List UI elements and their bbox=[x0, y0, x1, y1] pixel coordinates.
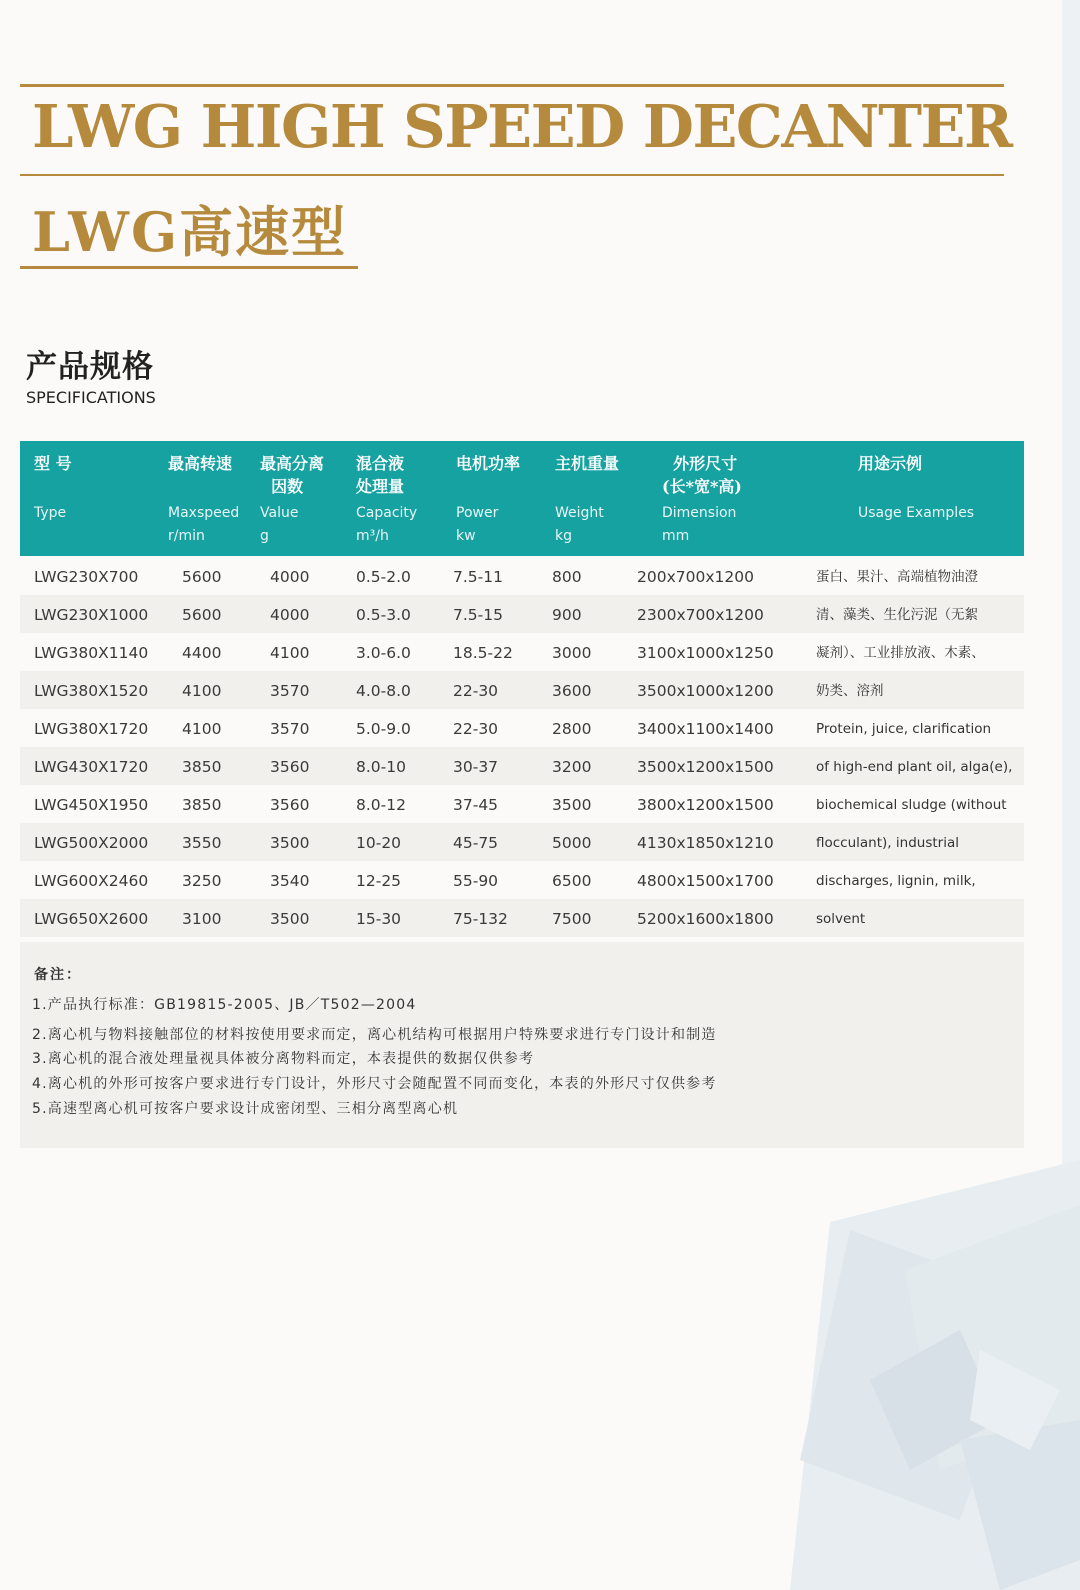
cell-dimension: 4130x1850x1210 bbox=[637, 834, 774, 852]
cell-type: LWG430X1720 bbox=[34, 758, 149, 776]
title-chinese: LWG高速型 bbox=[32, 200, 348, 264]
cell-usage: 奶类、溶剂 bbox=[816, 683, 884, 699]
cell-capacity: 10-20 bbox=[356, 834, 402, 852]
spec-table bbox=[20, 441, 1024, 937]
section-title-english: SPECIFICATIONS bbox=[26, 388, 156, 407]
cell-weight: 3500 bbox=[552, 796, 592, 814]
cell-capacity: 3.0-6.0 bbox=[356, 644, 411, 662]
cell-usage: Protein, juice, clarification bbox=[816, 721, 992, 737]
cell-usage: flocculant), industrial bbox=[816, 835, 959, 851]
header-weight: 主机重量 Weight kg bbox=[555, 454, 620, 544]
table-row bbox=[20, 785, 1024, 823]
cell-power: 55-90 bbox=[453, 872, 499, 890]
cell-usage: discharges, lignin, milk, bbox=[816, 873, 976, 889]
cell-capacity: 0.5-2.0 bbox=[356, 568, 411, 586]
cell-value: 4000 bbox=[270, 568, 310, 586]
cell-maxspeed: 3850 bbox=[182, 796, 222, 814]
cell-weight: 800 bbox=[552, 568, 582, 586]
cell-usage: of high-end plant oil, alga(e), bbox=[816, 759, 1013, 775]
cell-dimension: 3500x1200x1500 bbox=[637, 758, 774, 776]
cell-weight: 3200 bbox=[552, 758, 592, 776]
cell-usage: solvent bbox=[816, 911, 866, 927]
cell-maxspeed: 5600 bbox=[182, 568, 222, 586]
title-english: LWG HIGH SPEED DECANTER bbox=[32, 92, 1012, 161]
cell-maxspeed: 3250 bbox=[182, 872, 222, 890]
cell-maxspeed: 3850 bbox=[182, 758, 222, 776]
table-row bbox=[20, 633, 1024, 671]
table-row bbox=[20, 747, 1024, 785]
cell-value: 4100 bbox=[270, 644, 310, 662]
cell-value: 3560 bbox=[270, 758, 310, 776]
cell-maxspeed: 4100 bbox=[182, 682, 222, 700]
cell-type: LWG600X2460 bbox=[34, 872, 149, 890]
cell-power: 45-75 bbox=[453, 834, 499, 852]
cell-usage: 蛋白、果汁、高端植物油澄 bbox=[816, 569, 978, 585]
cell-capacity: 8.0-10 bbox=[356, 758, 406, 776]
table-row bbox=[20, 861, 1024, 899]
header-capacity: 混合液 处理量 Capacity m³/h bbox=[356, 454, 418, 544]
cell-type: LWG450X1950 bbox=[34, 796, 149, 814]
cell-value: 3500 bbox=[270, 910, 310, 928]
cell-capacity: 12-25 bbox=[356, 872, 402, 890]
cell-dimension: 3400x1100x1400 bbox=[637, 720, 774, 738]
cell-weight: 7500 bbox=[552, 910, 592, 928]
cell-dimension: 3500x1000x1200 bbox=[637, 682, 774, 700]
cell-capacity: 15-30 bbox=[356, 910, 402, 928]
header-usage: 用途示例 Usage Examples bbox=[858, 454, 975, 521]
cell-weight: 900 bbox=[552, 606, 582, 624]
note-item-1: 1.产品执行标准：GB19815-2005、JB／T502—2004 bbox=[32, 997, 417, 1013]
cell-dimension: 5200x1600x1800 bbox=[637, 910, 774, 928]
header-dimension: 外形尺寸 (长*宽*高) Dimension mm bbox=[662, 454, 742, 544]
notes-title: 备注： bbox=[34, 967, 82, 983]
cell-power: 75-132 bbox=[453, 910, 508, 928]
table-row bbox=[20, 595, 1024, 633]
cell-weight: 3600 bbox=[552, 682, 592, 700]
cell-power: 22-30 bbox=[453, 720, 499, 738]
cell-dimension: 200x700x1200 bbox=[637, 568, 754, 586]
note-item-5: 5.高速型离心机可按客户要求设计成密闭型、三相分离型离心机 bbox=[32, 1101, 459, 1117]
cell-maxspeed: 3100 bbox=[182, 910, 222, 928]
table-row bbox=[20, 899, 1024, 937]
table-row bbox=[20, 671, 1024, 709]
cell-type: LWG380X1520 bbox=[34, 682, 149, 700]
cell-value: 3540 bbox=[270, 872, 310, 890]
cell-usage: 清、藻类、生化污泥（无絮 bbox=[816, 607, 978, 623]
cell-maxspeed: 4100 bbox=[182, 720, 222, 738]
cell-value: 3570 bbox=[270, 720, 310, 738]
cell-maxspeed: 5600 bbox=[182, 606, 222, 624]
header-maxspeed: 最高转速 Maxspeed r/min bbox=[168, 454, 240, 544]
cell-type: LWG380X1720 bbox=[34, 720, 149, 738]
cell-maxspeed: 4400 bbox=[182, 644, 222, 662]
cell-usage: biochemical sludge (without bbox=[816, 797, 1007, 813]
notes-panel bbox=[20, 942, 1024, 1148]
note-item-2: 2.离心机与物料接触部位的材料按使用要求而定，离心机结构可根据用户特殊要求进行专门设计和制造 bbox=[32, 1027, 717, 1043]
cell-type: LWG230X700 bbox=[34, 568, 139, 586]
cell-power: 22-30 bbox=[453, 682, 499, 700]
cell-maxspeed: 3550 bbox=[182, 834, 222, 852]
cell-type: LWG500X2000 bbox=[34, 834, 149, 852]
table-row bbox=[20, 557, 1024, 595]
cell-value: 4000 bbox=[270, 606, 310, 624]
section-title-chinese: 产品规格 bbox=[26, 349, 154, 385]
note-item-3: 3.离心机的混合液处理量视具体被分离物料而定，本表提供的数据仅供参考 bbox=[32, 1051, 535, 1067]
cell-capacity: 8.0-12 bbox=[356, 796, 406, 814]
table-row bbox=[20, 823, 1024, 861]
cell-type: LWG230X1000 bbox=[34, 606, 149, 624]
cell-capacity: 0.5-3.0 bbox=[356, 606, 411, 624]
header-mid-rule bbox=[20, 174, 1004, 176]
cell-dimension: 3800x1200x1500 bbox=[637, 796, 774, 814]
cell-weight: 5000 bbox=[552, 834, 592, 852]
header-bottom-rule bbox=[20, 266, 358, 269]
header-value: 最高分离 因数 Value g bbox=[260, 454, 325, 544]
header-top-rule bbox=[20, 84, 1004, 87]
cell-capacity: 4.0-8.0 bbox=[356, 682, 411, 700]
cell-capacity: 5.0-9.0 bbox=[356, 720, 411, 738]
cell-power: 7.5-15 bbox=[453, 606, 503, 624]
header-power: 电机功率 Power kw bbox=[456, 454, 521, 544]
cell-dimension: 2300x700x1200 bbox=[637, 606, 764, 624]
cell-value: 3500 bbox=[270, 834, 310, 852]
table-body bbox=[20, 556, 1024, 937]
cell-power: 7.5-11 bbox=[453, 568, 503, 586]
cell-type: LWG380X1140 bbox=[34, 644, 149, 662]
cell-weight: 2800 bbox=[552, 720, 592, 738]
cell-value: 3570 bbox=[270, 682, 310, 700]
cell-value: 3560 bbox=[270, 796, 310, 814]
cell-weight: 3000 bbox=[552, 644, 592, 662]
table-header bbox=[20, 441, 1024, 556]
cell-power: 30-37 bbox=[453, 758, 499, 776]
cell-dimension: 4800x1500x1700 bbox=[637, 872, 774, 890]
header-type: 型 号 Type bbox=[34, 454, 72, 521]
table-row bbox=[20, 709, 1024, 747]
cell-usage: 凝剂）、工业排放液、木素、 bbox=[816, 645, 985, 661]
cell-power: 18.5-22 bbox=[453, 644, 513, 662]
cell-power: 37-45 bbox=[453, 796, 499, 814]
cell-type: LWG650X2600 bbox=[34, 910, 149, 928]
cell-dimension: 3100x1000x1250 bbox=[637, 644, 774, 662]
cell-weight: 6500 bbox=[552, 872, 592, 890]
note-item-4: 4.离心机的外形可按客户要求进行专门设计，外形尺寸会随配置不同而变化，本表的外形尺寸仅供参考 bbox=[32, 1076, 717, 1092]
